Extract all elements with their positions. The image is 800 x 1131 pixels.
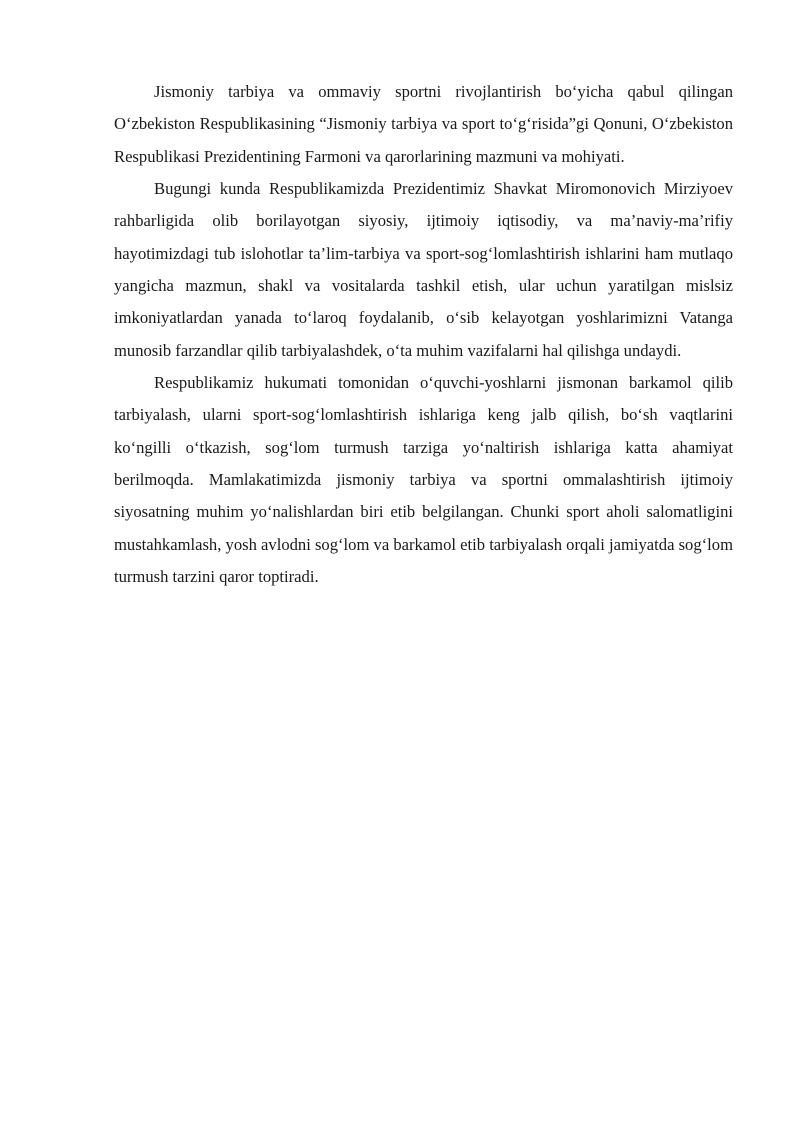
paragraph-3: Respublikamiz hukumati tomonidan o‘quvchi-yoshlarni jismonan barkamol qilib tarbiyalash, ularni sport-sog‘lomlashtirish ishlariga keng jalb qilish, bo‘sh vaqtlarini ko‘ngilli o‘tkazish, sog‘lom turmush tarziga yo‘naltirish ishlariga katta ahamiyat berilmoqda. Mamlakatimizda jismoniy tarbiya va sportni ommalashtirish ijtimoiy siyosatning muhim yo‘nalishlardan biri etib belgilangan. Chunki sport aholi salomatligini mustahkamlash, yosh avlodni sog‘lom va barkamol etib tarbiyalash orqali jamiyatda sog‘lom turmush tarzini qaror toptiradi. [114, 373, 733, 587]
document-page [114, 76, 733, 594]
paragraph-2: Bugungi kunda Respublikamizda Prezidentimiz Shavkat Miromonovich Mirziyoev rahbarligida olib borilayotgan siyosiy, ijtimoiy iqtisodiy, va ma’naviy-ma’rifiy hayotimizdagi tub islohotlar ta’lim-tarbiya va sport-sog‘lomlashtirish ishlarini ham mutlaqo yangicha mazmun, shakl va vositalarda tashkil etish, ular uchun yaratilgan mislsiz imkoniyatlardan yanada to‘laroq foydalanib, o‘sib kelayotgan yoshlarimizni Vatanga munosib farzandlar qilib tarbiyalashdek, o‘ta muhim vazifalarni hal qilishga undaydi. [114, 179, 733, 360]
paragraph-1: Jismoniy tarbiya va ommaviy sportni rivojlantirish bo‘yicha qabul qilingan O‘zbekiston Respublikasining “Jismoniy tarbiya va sport to‘g‘risida”gi Qonuni, O‘zbekiston Respublikasi Prezidentining Farmoni va qarorlarining mazmuni va mohiyati. [114, 82, 733, 166]
